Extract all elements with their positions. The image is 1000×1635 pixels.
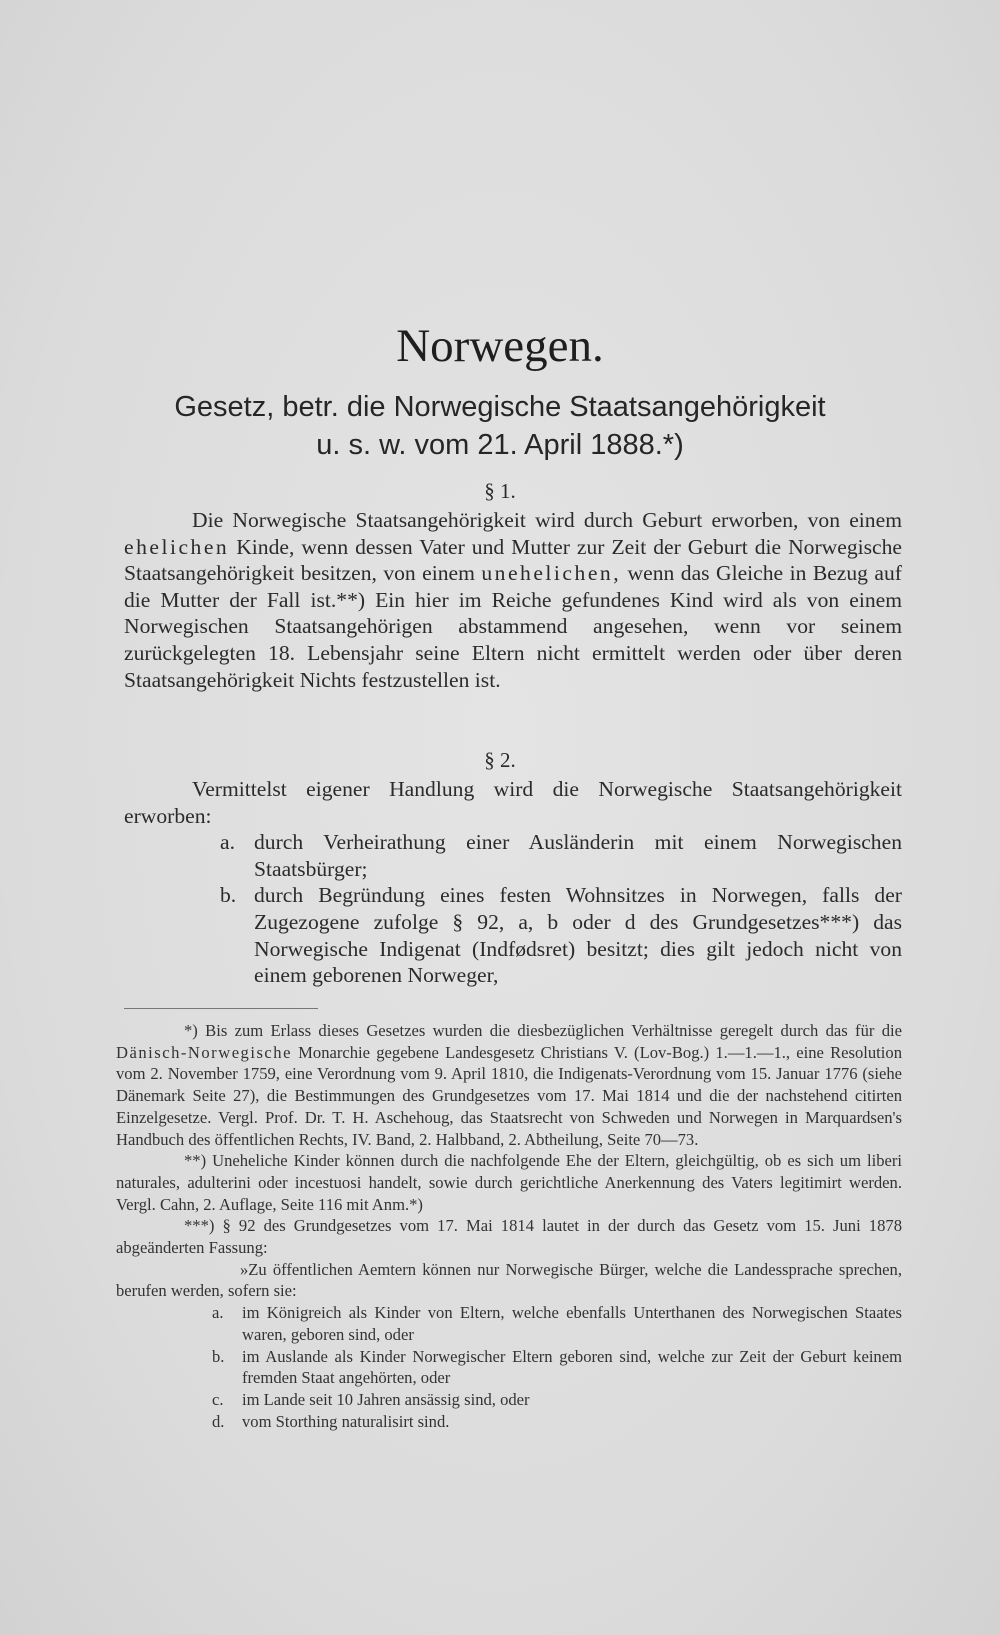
list-item-label: a. bbox=[220, 830, 235, 855]
section-1-text bbox=[124, 507, 902, 693]
list-item-text: im Auslande als Kinder Norwegischer Eltern geboren sind, welche zur Zeit der Geburt keinem fremden Staat angehörten, oder bbox=[242, 1346, 902, 1388]
list-item-label: b. bbox=[212, 1346, 225, 1366]
list-item-label: c. bbox=[212, 1389, 224, 1409]
emphasis-unehelichen: unehelichen, bbox=[481, 561, 622, 586]
list-item bbox=[220, 829, 902, 882]
quote-list bbox=[116, 1302, 902, 1432]
list-item-label: d. bbox=[212, 1411, 225, 1431]
list-item bbox=[212, 1389, 902, 1411]
section-2-list bbox=[124, 829, 902, 989]
footnote-1-text-b: Monarchie gegebene Landesgesetz Christians V. (Lov-Bog.) 1.—1.—1., eine Resolution vom 2. November 1759, eine Verordnung vom 9. April 1810, die Indigenats-Verordnung vom 15. Januar 1776 (siehe Dänemark Seite 27), die Bestimmungen des Grundgesetzes vom 17. Mai 1814 und die der nachstehend citirten Einzelgesetze. Vergl. Prof. Dr. T. H. Aschehoug, das Staatsrecht von Schweden und Norwegen in Marquardsen's Handbuch des öffentlichen Rechts, IV. Band, 2. Halbband, 2. Abtheilung, Seite 70—73. bbox=[116, 1042, 902, 1149]
subtitle-line-1: Gesetz, betr. die Norwegische Staatsangehörigkeit bbox=[174, 391, 826, 423]
page-title: Norwegen. bbox=[396, 320, 604, 372]
list-item bbox=[220, 882, 902, 988]
section-2-intro: Vermittelst eigener Handlung wird die Norwegische Staatsangehörigkeit erworben: bbox=[124, 777, 902, 828]
list-item bbox=[212, 1411, 902, 1433]
section-1-text-b: Kinde, wenn dessen Vater und Mutter zur Zeit der Geburt die Norwegische Staatsangehörigkeit besitzen, von einem bbox=[124, 534, 902, 586]
list-item-text: durch Begründung eines festen Wohnsitzes in Norwegen, falls der Zugezogene zufolge § 92, a, b oder d des Grundgesetzes***) das Norwegische Indigenat (Indfødsret) besitzt; dies gilt jedoch nicht von einem geborenen Norweger, bbox=[254, 883, 902, 988]
footnote-divider bbox=[124, 1008, 318, 1009]
footnote-3: ***) § 92 des Grundgesetzes vom 17. Mai 1814 lautet in der durch das Gesetz vom 15. Juni 1878 abgeänderten Fassung: bbox=[116, 1216, 902, 1258]
footnote-1-text-a: *) Bis zum Erlass dieses Gesetzes wurden die diesbezüglichen Verhältnisse geregelt durch das für die bbox=[184, 1021, 902, 1040]
section-1-text-a: Die Norwegische Staatsangehörigkeit wird durch Geburt erworben, von einem bbox=[192, 508, 902, 532]
section-2-mark: § 2. bbox=[484, 748, 516, 772]
emphasis-ehelichen: ehelichen bbox=[124, 534, 230, 559]
list-item-text: durch Verheirathung einer Ausländerin mit einem Norwegischen Staatsbürger; bbox=[254, 830, 902, 881]
list-item-label: a. bbox=[212, 1303, 224, 1323]
footnote-1-emphasis: Dänisch-Norwegische bbox=[116, 1042, 292, 1062]
section-1-mark: § 1. bbox=[484, 479, 516, 503]
footnote-1 bbox=[116, 1020, 902, 1150]
list-item bbox=[212, 1302, 902, 1345]
footnote-2: **) Uneheliche Kinder können durch die nachfolgende Ehe der Eltern, gleichgültig, ob es sich um liberi naturales, adulterini oder incestuosi handelt, sowie durch gerichtliche Anerkennung des Vaters legitimirt werden. Vergl. Cahn, 2. Auflage, Seite 116 mit Anm.*) bbox=[116, 1151, 902, 1214]
list-item-text: im Königreich als Kinder von Eltern, welche ebenfalls Unterthanen des Norwegischen Staates waren, geboren sind, oder bbox=[242, 1303, 902, 1344]
subtitle-line-2: u. s. w. vom 21. April 1888.*) bbox=[316, 429, 684, 461]
list-item bbox=[212, 1346, 902, 1389]
section-2-text bbox=[124, 776, 902, 989]
section-1-text-c: wenn das Gleiche in Bezug auf die Mutter der Fall ist.**) Ein hier im Reiche gefundenes Kind wird als von einem Norwegischen Staatsangehörigen abstammend angesehen, wenn vor seinem zurückgelegten 18. Lebensjahr seine Eltern nicht ermittelt werden oder über deren Staatsangehörigkeit Nichts festzustellen ist. bbox=[124, 561, 902, 692]
list-item-label: b. bbox=[220, 883, 237, 908]
list-item-text: vom Storthing naturalisirt sind. bbox=[242, 1411, 450, 1431]
footnote-3-quote: »Zu öffentlichen Aemtern können nur Norwegische Bürger, welche die Landessprache sprechen, berufen werden, sofern sie: bbox=[116, 1259, 902, 1301]
list-item-text: im Lande seit 10 Jahren ansässig sind, oder bbox=[242, 1389, 530, 1409]
law-subtitle bbox=[0, 388, 1000, 464]
footnotes bbox=[116, 1020, 902, 1432]
